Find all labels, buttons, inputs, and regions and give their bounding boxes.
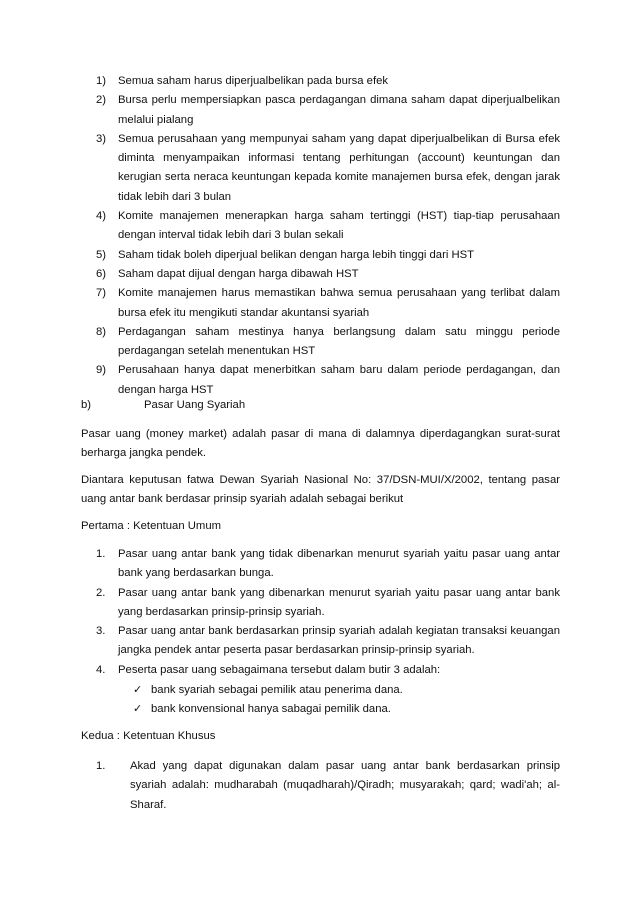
list-item: [0, 661, 560, 680]
list-number: 4.: [96, 663, 106, 676]
list-text: Komite manajemen menerapkan harga saham tertinggi (HST) tiap-tiap perusahaan dengan interval tidak lebih dari 3 bulan sekali: [118, 210, 560, 242]
list-number: 3.: [96, 625, 106, 638]
list-text: Saham tidak boleh diperjual belikan dengan harga lebih tinggi dari HST: [118, 248, 475, 261]
list-number: 1): [96, 75, 107, 87]
rules-list: [0, 72, 638, 400]
check-item: [133, 699, 533, 719]
list-item: [0, 284, 560, 323]
list-text: Perdagangan saham mestinya hanya berlangsung dalam satu minggu periode perdagangan setelah menentukan HST: [118, 325, 560, 358]
list-text: Akad yang dapat digunakan dalam pasar uang antar bank berdasarkan prinsip syariah adalah: mudharabah (muqadharah)/Qiradh; musyarakah; qard; wadi'ah; al-Sharaf.: [130, 760, 560, 811]
list-number: 4): [96, 210, 107, 223]
list-text: Saham dapat dijual dengan harga dibawah HST: [118, 267, 359, 280]
list-number: 6): [96, 267, 107, 280]
check-item-text: bank konvensional hanya sabagai pemilik dana.: [151, 703, 391, 715]
paragraph-fatwa: Diantara keputusan fatwa Dewan Syariah Nasional No: 37/DSN-MUI/X/2002, tentang pasar uang antar bank berdasar prinsip syariah adalah sebagai berikut: [81, 474, 560, 506]
list-item: [0, 622, 560, 661]
list-number: 1.: [96, 760, 106, 772]
list-number: 7): [96, 287, 107, 300]
section-b-label: b): [81, 399, 92, 411]
list-text: Komite manajemen harus memastikan bahwa semua perusahaan yang terlibat dalam bursa efek itu mengikuti standar akuntansi syariah: [118, 287, 560, 319]
list-text: Pasar uang antar bank yang tidak dibenarkan menurut syariah yaitu pasar uang antar bank yang berdasarkan bunga.: [118, 548, 560, 580]
checkmark-icon: ✓: [133, 702, 143, 715]
check-item: [133, 680, 533, 700]
list-item: [0, 265, 560, 284]
list-number: 5): [96, 248, 107, 261]
list-text: Bursa perlu mempersiapkan pasca perdagangan dimana saham dapat diperjualbelikan melalui pialang: [118, 94, 560, 126]
paragraph-money-market: Pasar uang (money market) adalah pasar di mana di dalamnya diperdagangkan surat-surat berharga jangka pendek.: [81, 428, 560, 460]
section-b-title: Pasar Uang Syariah: [144, 399, 246, 411]
list-number: 2.: [96, 586, 106, 599]
pertama-heading: Pertama : Ketentuan Umum: [81, 520, 222, 532]
list-item: [0, 584, 560, 623]
umum-list: [0, 545, 638, 680]
list-text: Pasar uang antar bank berdasarkan prinsip syariah adalah kegiatan transaksi keuangan jangka pendek antar peserta pasar berdasarkan prinsip-prinsip syariah.: [118, 625, 560, 657]
list-text: Semua saham harus diperjualbelikan pada bursa efek: [118, 75, 389, 87]
check-item-text: bank syariah sebagai pemilik atau penerima dana.: [151, 684, 403, 696]
list-text: Pasar uang antar bank yang dibenarkan menurut syariah yaitu pasar uang antar bank yang berdasarkan prinsip-prinsip syariah.: [118, 586, 560, 618]
list-item: [0, 545, 560, 584]
list-item: [0, 72, 560, 91]
list-item: [0, 246, 560, 265]
list-number: 9): [96, 364, 107, 377]
checkmark-icon: ✓: [133, 683, 143, 696]
list-number: 1.: [96, 548, 106, 560]
list-number: 2): [96, 94, 107, 107]
list-number: 8): [96, 325, 107, 338]
list-item: [0, 323, 560, 362]
kedua-heading: Kedua : Ketentuan Khusus: [81, 730, 216, 742]
list-text: Semua perusahaan yang mempunyai saham yang dapat diperjualbelikan di Bursa efek diminta menyampaikan informasi tentang perhitungan (account) keuntungan dan kerugian serta neraca keuntungan kepada komite manajemen bursa efek, dengan jarak tidak lebih dari 3 bulan: [118, 132, 560, 203]
list-number: 3): [96, 132, 107, 145]
list-item: [0, 130, 560, 207]
list-item: [0, 91, 560, 130]
list-item: [0, 361, 560, 400]
list-text: Peserta pasar uang sebagaimana tersebut dalam butir 3 adalah:: [118, 663, 441, 676]
list-item: [0, 207, 560, 246]
list-text: Perusahaan hanya dapat menerbitkan saham baru dalam periode perdagangan, dan dengan harga HST: [118, 364, 560, 396]
